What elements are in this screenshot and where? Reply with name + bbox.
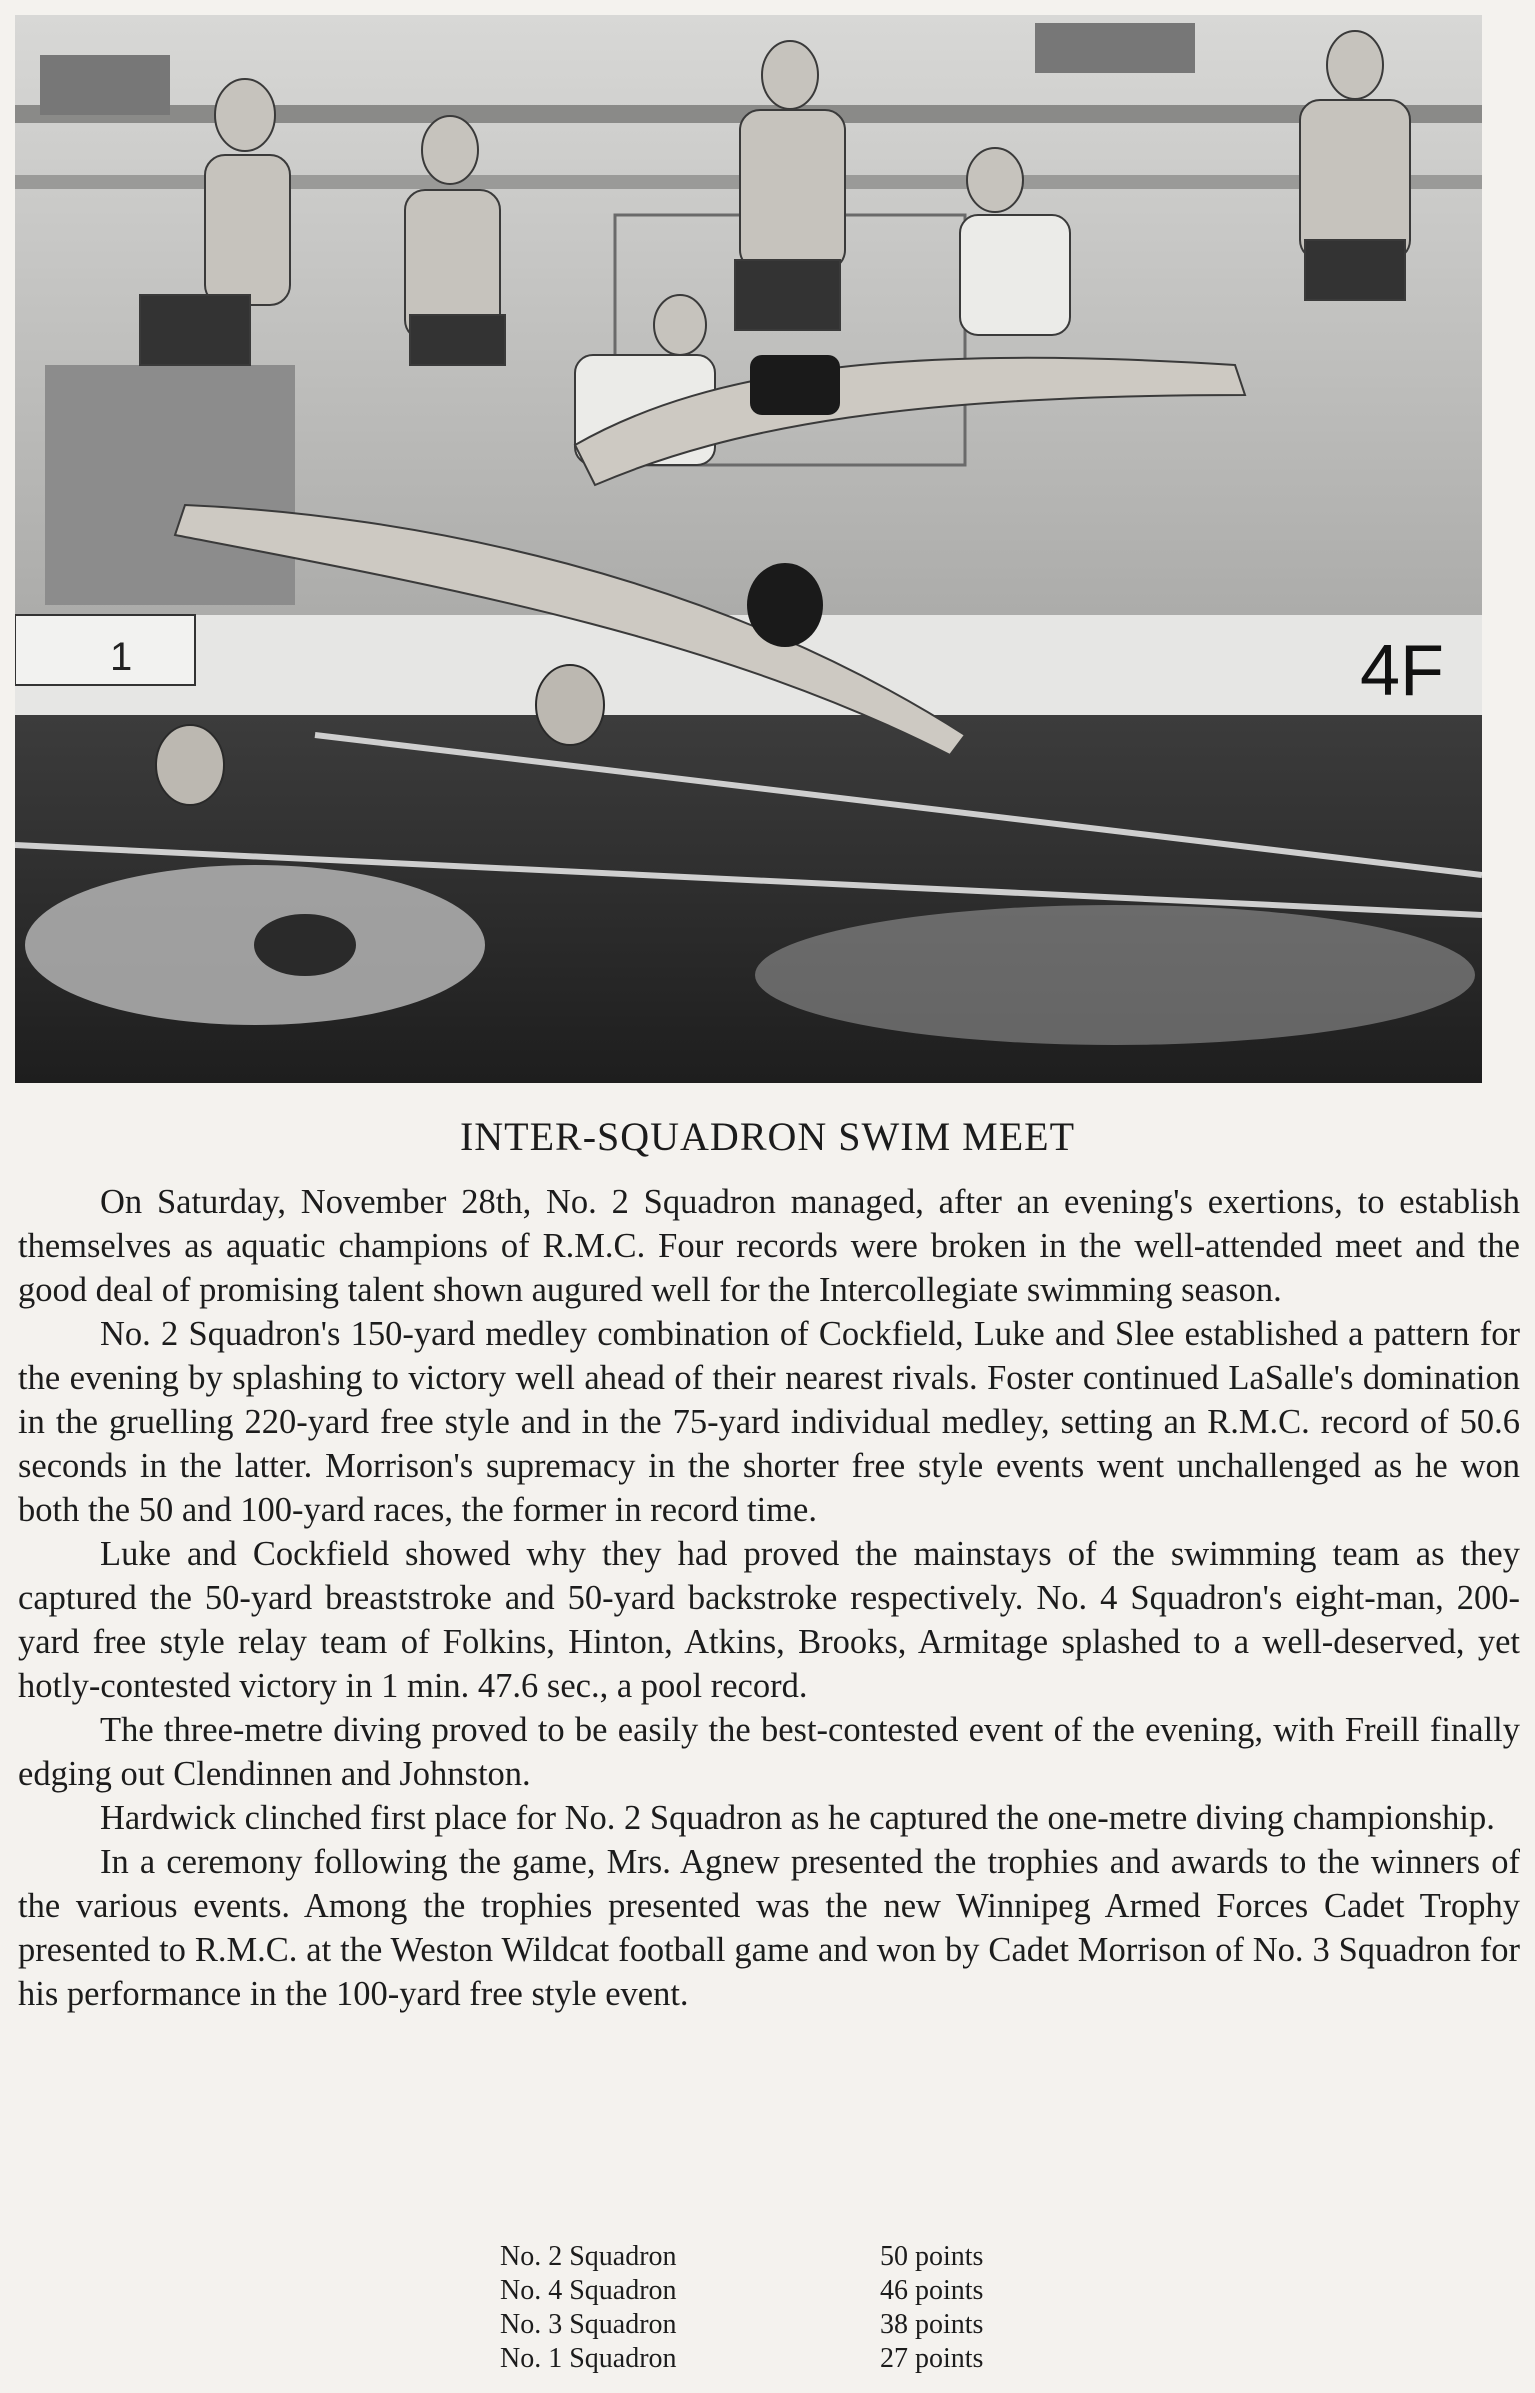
squadron-name: No. 2 Squadron xyxy=(500,2241,677,2272)
results-row xyxy=(500,2342,983,2376)
lane-marker-1: 1 xyxy=(110,635,133,679)
paragraph: On Saturday, November 28th, No. 2 Squadron managed, after an evening's exertions, to establish themselves as aquatic champions of R.M.C. Four records were broken in the well-attended meet and the good deal of promising talent shown augured well for the Intercollegiate swimming season. xyxy=(18,1183,1520,1309)
squadron-name: No. 1 Squadron xyxy=(500,2343,677,2374)
results-row xyxy=(500,2240,983,2274)
squadron-name: No. 4 Squadron xyxy=(500,2275,677,2306)
squadron-name: No. 3 Squadron xyxy=(500,2309,677,2340)
results-row xyxy=(500,2274,983,2308)
swim-meet-photo xyxy=(15,15,1482,1083)
article-title: INTER-SQUADRON SWIM MEET xyxy=(459,1114,1076,1159)
results-table xyxy=(500,2240,983,2376)
squadron-points: 27 points xyxy=(880,2343,984,2374)
paragraph: Luke and Cockfield showed why they had proved the mainstays of the swimming team as they captured the 50-yard breaststroke and 50-yard backstroke respectively. No. 4 Squadron's eight-man, 200-yard free style relay team of Folkins, Hinton, Atkins, Brooks, Armitage splashed to a well-deserved, yet hotly-contested victory in 1 min. 47.6 sec., a pool record. xyxy=(18,1535,1520,1705)
squadron-points: 50 points xyxy=(880,2241,984,2272)
lane-marker-4f: 4F xyxy=(1360,631,1445,711)
results-row xyxy=(500,2308,983,2342)
paragraph: In a ceremony following the game, Mrs. Agnew presented the trophies and awards to the winners of the various events. Among the trophies presented was the new Winnipeg Armed Forces Cadet Trophy presented to R.M.C. at the Weston Wildcat football game and won by Cadet Morrison of No. 3 Squadron for his performance in the 100-yard free style event. xyxy=(18,1843,1520,2013)
squadron-points: 38 points xyxy=(880,2309,984,2340)
paragraph: Hardwick clinched first place for No. 2 Squadron as he captured the one-metre diving championship. xyxy=(100,1799,1495,1837)
paragraph: No. 2 Squadron's 150-yard medley combination of Cockfield, Luke and Slee established a pattern for the evening by splashing to victory well ahead of their nearest rivals. Foster continued LaSalle's domination in the gruelling 220-yard free style and in the 75-yard individual medley, setting an R.M.C. record of 50.6 seconds in the latter. Morrison's supremacy in the shorter free style events went unchallenged as he won both the 50 and 100-yard races, the former in record time. xyxy=(18,1315,1520,1529)
paragraph: The three-metre diving proved to be easily the best-contested event of the evening, with Freill finally edging out Clendinnen and Johnston. xyxy=(18,1711,1520,1793)
photo-scene xyxy=(15,15,1482,1083)
article-body xyxy=(18,1180,1520,2016)
squadron-points: 46 points xyxy=(880,2275,984,2306)
